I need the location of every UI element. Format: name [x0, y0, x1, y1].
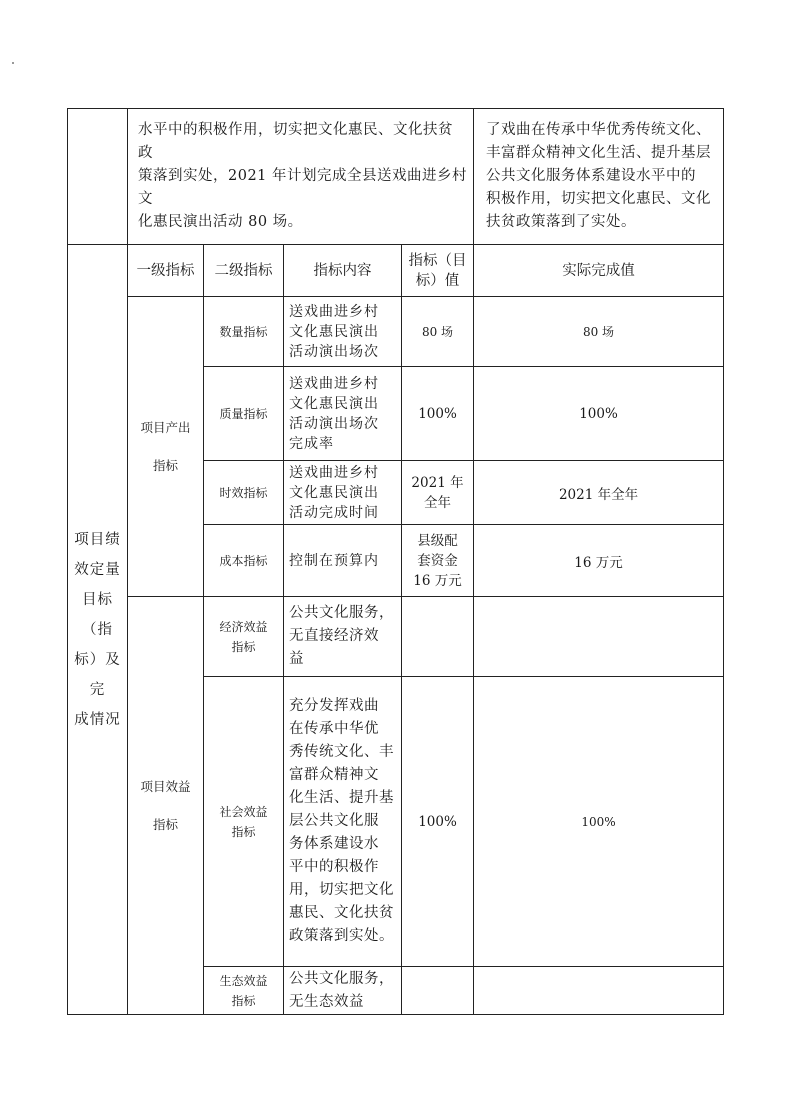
economic-content: 公共文化服务， 无直接经济效 益 [284, 597, 402, 677]
quantity-content: 送戏曲进乡村 文化惠民演出 活动演出场次 [284, 297, 402, 367]
side-label: 项目绩 效定量 目标（指 标）及完 成情况 [68, 245, 128, 1015]
timeliness-target: 2021 年 全年 [402, 461, 474, 525]
ecological-target [402, 967, 474, 1015]
top-row [68, 109, 724, 245]
row-economic [68, 597, 724, 677]
cost-content: 控制在预算内 [284, 525, 402, 597]
quality-content: 送戏曲进乡村 文化惠民演出 活动演出场次 完成率 [284, 367, 402, 461]
ecological-content: 公共文化服务， 无生态效益 [284, 967, 402, 1015]
header-level1: 一级指标 [128, 245, 204, 297]
scan-mark [12, 62, 14, 64]
header-actual: 实际完成值 [474, 245, 724, 297]
top-left-blank [68, 109, 128, 245]
timeliness-content: 送戏曲进乡村 文化惠民演出 活动完成时间 [284, 461, 402, 525]
header-row [68, 245, 724, 297]
quantity-name: 数量指标 [204, 297, 284, 367]
top-right-text: 了戏曲在传承中华优秀传统文化、 丰富群众精神文化生活、提升基层 公共文化服务体系建设水平中的 积极作用，切实把文化惠民、文化 扶贫政策落到了实处。 [474, 109, 724, 245]
economic-actual [474, 597, 724, 677]
social-target: 100% [402, 677, 474, 967]
ecological-name: 生态效益 指标 [204, 967, 284, 1015]
quality-name: 质量指标 [204, 367, 284, 461]
timeliness-actual: 2021 年全年 [474, 461, 724, 525]
output-label: 项目产出 指标 [128, 297, 204, 597]
cost-target: 县级配 套资金 16 万元 [402, 525, 474, 597]
social-name: 社会效益 指标 [204, 677, 284, 967]
economic-target [402, 597, 474, 677]
economic-name: 经济效益 指标 [204, 597, 284, 677]
timeliness-name: 时效指标 [204, 461, 284, 525]
top-left-text: 水平中的积极作用，切实把文化惠民、文化扶贫政 策落到实处，2021 年计划完成全县送戏曲进乡村文 化惠民演出活动 80 场。 [128, 109, 474, 245]
quality-target: 100% [402, 367, 474, 461]
quantity-target: 80 场 [402, 297, 474, 367]
social-content: 充分发挥戏曲 在传承中华优 秀传统文化、丰 富群众精神文 化生活、提升基 层公共文化服 务体系建设水 平中的积极作 用，切实把文化 惠民、文化扶贫 政策落到实处。 [284, 677, 402, 967]
header-level2: 二级指标 [204, 245, 284, 297]
ecological-actual [474, 967, 724, 1015]
row-quantity [68, 297, 724, 367]
cost-actual: 16 万元 [474, 525, 724, 597]
header-content: 指标内容 [284, 245, 402, 297]
header-target: 指标（目 标）值 [402, 245, 474, 297]
performance-table [67, 108, 724, 1015]
benefit-label: 项目效益 指标 [128, 597, 204, 1015]
social-actual: 100% [474, 677, 724, 967]
quantity-actual: 80 场 [474, 297, 724, 367]
quality-actual: 100% [474, 367, 724, 461]
cost-name: 成本指标 [204, 525, 284, 597]
